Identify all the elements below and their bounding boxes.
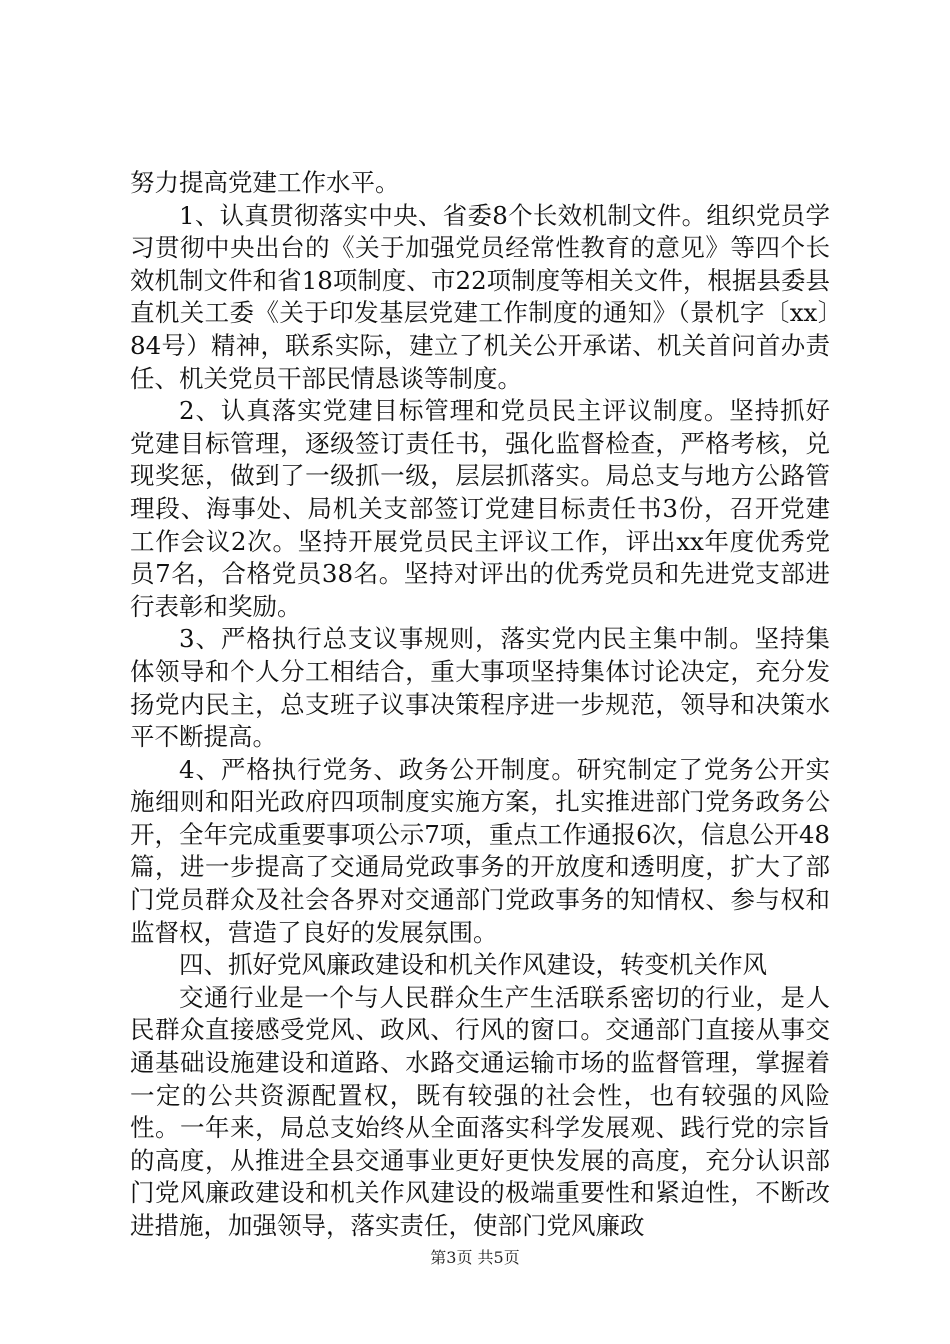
document-body	[130, 167, 830, 1243]
paragraph-item-1: 1、认真贯彻落实中央、省委8个长效机制文件。组织党员学习贯彻中央出台的《关于加强党员经常性教育的意见》等四个长效机制文件和省18项制度、市22项制度等相关文件，根据县委县直机关工委《关于印发基层党建工作制度的通知》（景机字〔xx〕84号）精神，联系实际，建立了机关公开承诺、机关首问首办责任、机关党员干部民情恳谈等制度。	[130, 200, 830, 393]
paragraph-section-4-intro: 交通行业是一个与人民群众生产生活联系密切的行业，是人民群众直接感受党风、政风、行风的窗口。交通部门直接从事交通基础设施建设和道路、水路交通运输市场的监督管理，掌握着一定的公共资源配置权，既有较强的社会性，也有较强的风险性。一年来，局总支始终从全面落实科学发展观、践行党的宗旨的高度，从推进全县交通事业更好更快发展的高度，充分认识部门党风廉政建设和机关作风建设的极端重要性和紧迫性，不断改进措施，加强领导，落实责任，使部门党风廉政	[130, 982, 830, 1240]
paragraph-item-4: 4、严格执行党务、政务公开制度。研究制定了党务公开实施细则和阳光政府四项制度实施方案，扎实推进部门党务政务公开，全年完成重要事项公示7项，重点工作通报6次，信息公开48篇，进一步提高了交通局党政事务的开放度和透明度，扩大了部门党员群众及社会各界对交通部门党政事务的知情权、参与权和监督权，营造了良好的发展氛围。	[130, 754, 830, 947]
paragraph-continuation: 努力提高党建工作水平。	[130, 168, 400, 197]
section-heading-4: 四、抓好党风廉政建设和机关作风建设，转变机关作风	[179, 950, 767, 980]
paragraph-item-2: 2、认真落实党建目标管理和党员民主评议制度。坚持抓好党建目标管理，逐级签订责任书，强化监督检查，严格考核，兑现奖惩，做到了一级抓一级，层层抓落实。局总支与地方公路管理段、海事处、局机关支部签订党建目标责任书3份，召开党建工作会议2次。坚持开展党员民主评议工作，评出xx年度优秀党员7名，合格党员38名。坚持对评出的优秀党员和先进党支部进行表彰和奖励。	[130, 396, 830, 621]
paragraph-item-3: 3、严格执行总支议事规则，落实党内民主集中制。坚持集体领导和个人分工相结合，重大事项坚持集体讨论决定，充分发扬党内民主，总支班子议事决策程序进一步规范，领导和决策水平不断提高。	[130, 624, 830, 752]
page-number-footer: 第3页 共5页	[430, 1248, 520, 1267]
